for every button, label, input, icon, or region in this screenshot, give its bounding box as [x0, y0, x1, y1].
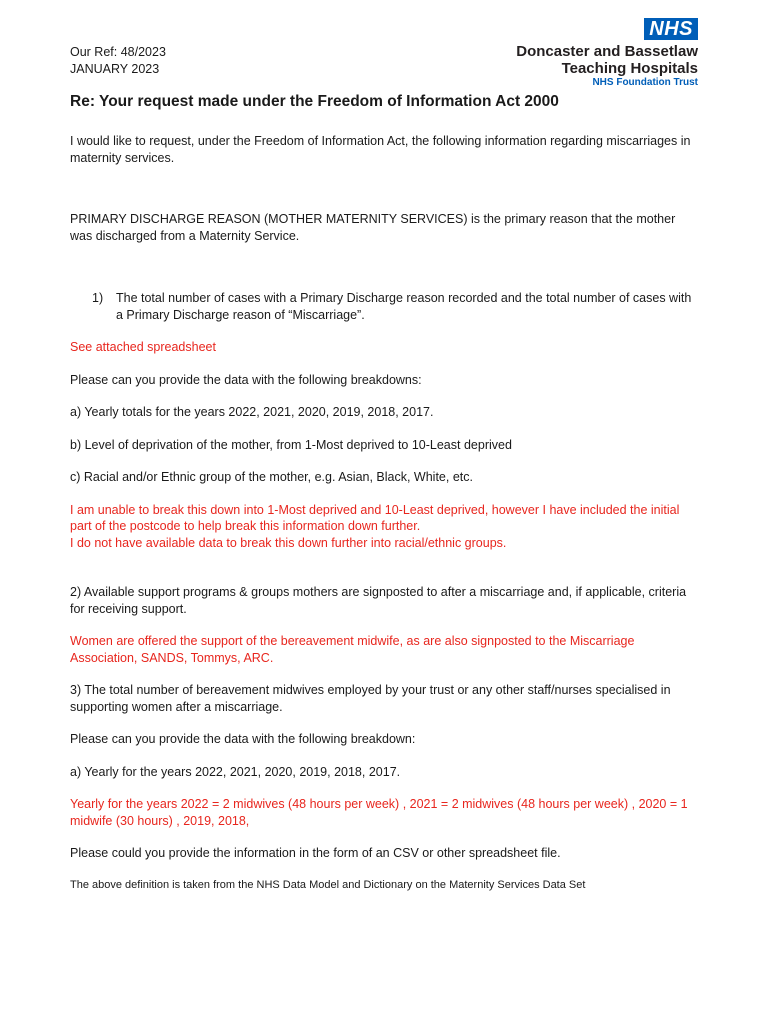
answer-1: See attached spreadsheet	[70, 340, 216, 354]
nhs-trust-logo	[498, 18, 698, 89]
breakdown-c: c) Racial and/or Ethnic group of the mother, e.g. Asian, Black, White, etc.	[70, 470, 473, 484]
answer-3: Yearly for the years 2022 = 2 midwives (48 hours per week) , 2021 = 2 midwives (48 hours per week) , 2020 = 1 midwife (30 hours) , 2019, 2018,	[70, 797, 688, 828]
question-1-number: 1)	[92, 291, 104, 305]
letter-date: JANUARY 2023	[70, 61, 160, 76]
answer-1-breakdown-line2: I do not have available data to break this down further into racial/ethnic groups.	[70, 535, 507, 550]
logo-trust-name-line2: Teaching Hospitals	[561, 60, 698, 77]
logo-trust-name-line1: Doncaster and Bassetlaw	[516, 43, 698, 60]
letter-body	[70, 92, 694, 892]
nhs-badge: NHS	[644, 18, 698, 40]
letter-title: Re: Your request made under the Freedom of Information Act 2000	[70, 93, 559, 110]
definition-paragraph: PRIMARY DISCHARGE REASON (MOTHER MATERNITY SERVICES) is the primary reason that the mother was discharged from a Maternity Service.	[70, 212, 676, 243]
breakdown-a: a) Yearly totals for the years 2022, 2021, 2020, 2019, 2018, 2017.	[70, 405, 434, 419]
answer-1-breakdown-line1: I am unable to break this down into 1-Most deprived and 10-Least deprived, however I have included the initial part of the postcode to help break this information down further.	[70, 502, 680, 533]
logo-foundation-trust: NHS Foundation Trust	[592, 77, 698, 88]
question-3: 3) The total number of bereavement midwives employed by your trust or any other staff/nurses specialised in supporting women after a miscarriage.	[70, 683, 671, 714]
breakdown-intro-2: Please can you provide the data with the following breakdown:	[70, 732, 416, 746]
breakdowns-intro: Please can you provide the data with the following breakdowns:	[70, 372, 422, 387]
footnote: The above definition is taken from the NHS Data Model and Dictionary on the Maternity Services Data Set	[70, 878, 586, 891]
format-request: Please could you provide the information in the form of an CSV or other spreadsheet file.	[70, 846, 561, 860]
question-2: 2) Available support programs & groups mothers are signposted to after a miscarriage and, if applicable, criteria for receiving support.	[70, 585, 687, 616]
intro-paragraph: I would like to request, under the Freedom of Information Act, the following information regarding miscarriages in maternity services.	[70, 134, 691, 165]
answer-2: Women are offered the support of the bereavement midwife, as are also signposted to the Miscarriage Association, SANDS, Tommys, ARC.	[70, 634, 635, 665]
our-ref: Our Ref: 48/2023	[70, 45, 166, 59]
question-1	[70, 290, 694, 323]
breakdown-b: b) Level of deprivation of the mother, from 1-Most deprived to 10-Least deprived	[70, 437, 512, 452]
question-1-text: The total number of cases with a Primary Discharge reason recorded and the total number of cases with a Primary Discharge reason of “Miscarriage”.	[116, 291, 692, 322]
breakdown-a-2: a) Yearly for the years 2022, 2021, 2020, 2019, 2018, 2017.	[70, 764, 401, 779]
reference-block	[70, 44, 166, 77]
